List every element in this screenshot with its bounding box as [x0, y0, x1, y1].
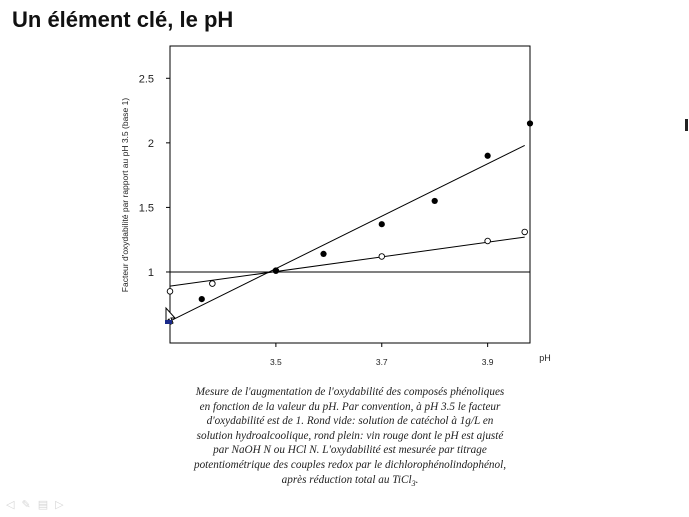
caption-line: après réduction total au TiCl$_3$. — [281, 473, 419, 488]
caption-line: d'oxydabilité est de 1. Rond vide: solution de catéchol à 1g/L en — [206, 415, 494, 428]
y-tick-label: 2.5 — [138, 73, 154, 86]
filled-data-point — [432, 198, 438, 204]
y-tick-label: 1 — [147, 266, 154, 279]
filled-data-point — [485, 153, 491, 159]
open-data-point — [210, 281, 216, 287]
filled-data-point — [527, 120, 533, 126]
filled-data-point — [273, 268, 279, 274]
y-tick-label: 2 — [147, 137, 154, 150]
figure-caption — [150, 385, 550, 491]
pen-icon[interactable]: ✎ — [21, 498, 31, 511]
slide-toolbar — [6, 498, 64, 511]
previous-icon[interactable]: ◁ — [6, 498, 15, 511]
filled-data-point — [379, 221, 385, 227]
y-tick-label: 1.5 — [138, 202, 154, 215]
open-data-point — [522, 229, 528, 235]
x-axis-label: pH — [539, 353, 551, 363]
x-tick-label: 3.7 — [375, 357, 388, 367]
slide-title: Un élément clé, le pH — [12, 7, 234, 32]
open-data-point — [485, 238, 491, 244]
caption-line: en fonction de la valeur du pH. Par convention, à pH 3.5 le facteur — [199, 400, 501, 413]
filled-data-point — [199, 296, 205, 302]
x-tick-label: 3.9 — [481, 357, 494, 367]
plot-frame — [170, 46, 530, 343]
menu-icon[interactable]: ▤ — [37, 498, 49, 511]
caption-line: potentiométrique des couples redox par le dichlorophénolindophénol, — [193, 458, 507, 471]
subscript-3: 3 — [411, 478, 416, 488]
y-axis-label: Facteur d'oxydabilité par rapport au pH 3.5 (base 1) — [120, 97, 130, 293]
caption-line: solution hydroalcoolique, rond plein: vin rouge dont le pH est ajusté — [196, 429, 504, 442]
trendline — [170, 237, 525, 286]
cursor-highlight — [165, 320, 172, 324]
open-data-point — [167, 289, 173, 295]
filled-data-point — [320, 251, 326, 257]
trendline — [170, 145, 525, 321]
caption-line: Mesure de l'augmentation de l'oxydabilité des composés phénoliques — [195, 386, 505, 398]
x-tick-label: 3.5 — [269, 357, 282, 367]
open-data-point — [379, 254, 385, 260]
next-icon[interactable]: ▷ — [55, 498, 64, 511]
caption-line: par NaOH N ou HCl N. L'oxydabilité est mesurée par titrage — [213, 444, 487, 457]
edge-marker — [685, 119, 688, 131]
